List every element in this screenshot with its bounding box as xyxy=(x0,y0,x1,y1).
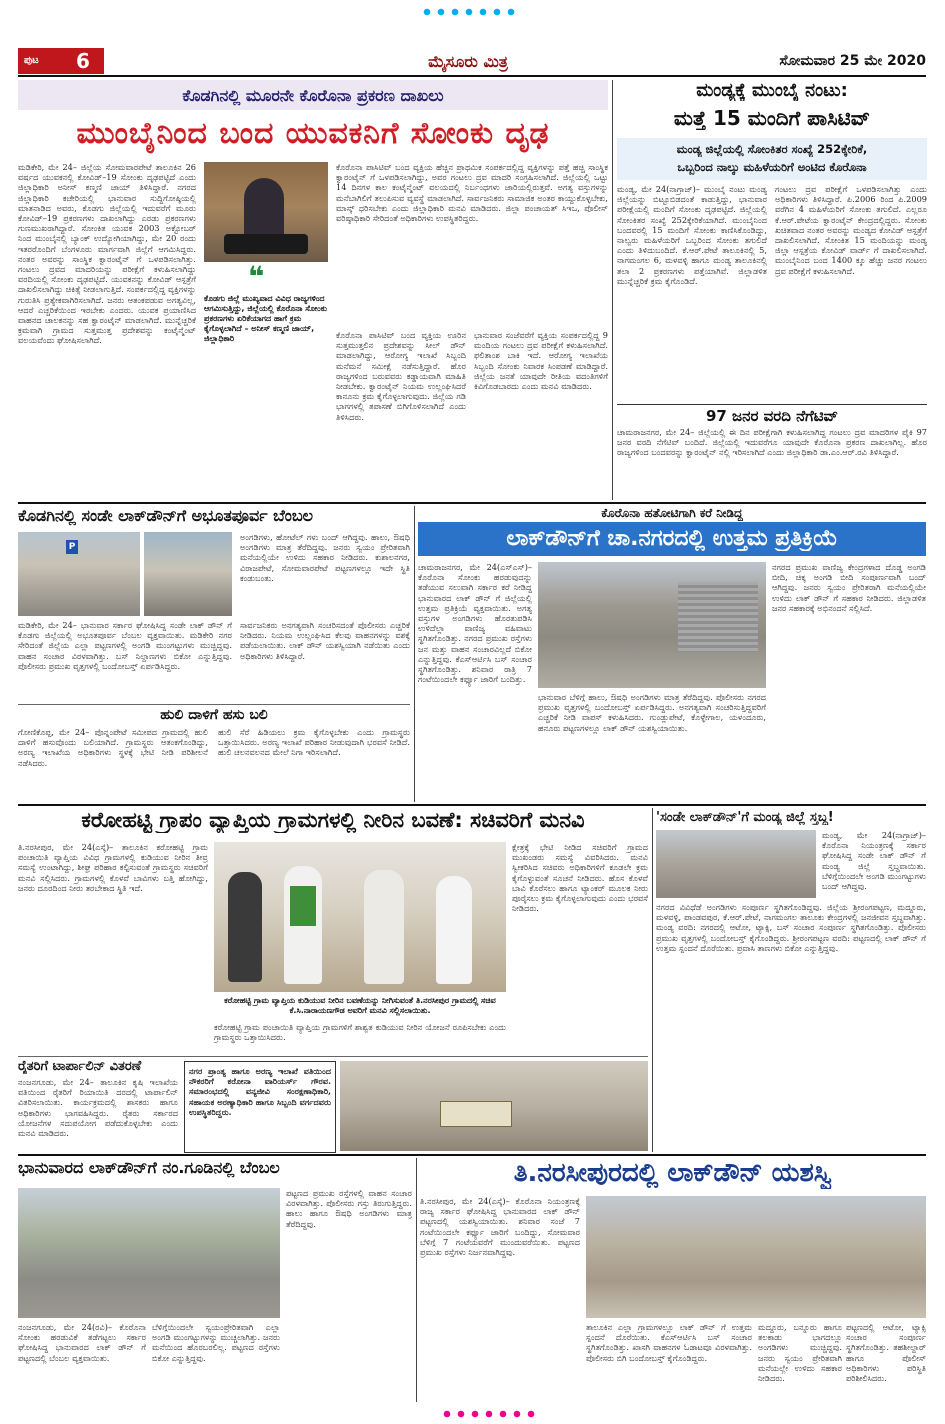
tarpaulin-photo xyxy=(340,1061,648,1151)
chnagar-kicker: ಕೊರೊನಾ ಹತೋಟಿಗಾಗಿ ಕರೆ ನೀಡಿದ್ದ xyxy=(601,506,743,520)
lead-col-2: ಕೊರೊನಾ ಪಾಸಿಟಿವ್ ಬಂದ ವ್ಯಕ್ತಿಯ ಹೆಚ್ಚಿನ ಪ್ರಾಥಮಿಕ ಸಂಪರ್ಕದಲ್ಲಿದ್ದ ವ್ಯಕ್ತಿಗಳನ್ನು ಪತ್ತೆ ಹಚ್ಚಿ ಸಾಂಸ್ಥಿಕ ಕ್ವಾರಂಟೈನ್ ಗೆ ಒಳಪಡಿಸಲಾಗಿದ್ದು, ಅವರ ಗಂಟಲು ದ್ರವ ಮಾದರಿ ಸಂಗ್ರಹಿಸಲಾಗಿದೆ. ಜಿಲ್ಲೆಯಲ್ಲಿ ಒಟ್ಟು 14 ದಿನಗಳ ಕಾಲ ಕಂಟೈನ್ಮೆಂಟ್ ವಲಯದಲ್ಲಿ ನಿರ್ಬಂಧಗಳು ಜಾರಿಯಲ್ಲಿರುತ್ತವೆ. ಅಗತ್ಯ ವಸ್ತುಗಳನ್ನು ಮನೆಬಾಗಿಲಿಗೆ ತಲುಪಿಸುವ ವ್ಯವಸ್ಥೆ ಮಾಡಲಾಗಿದೆ. ಸಾರ್ವಜನಿಕರು ಸಾಮಾಜಿಕ ಅಂತರ ಕಾಯ್ದುಕೊಳ್ಳಬೇಕು, ಮಾಸ್ಕ್ ಧರಿಸಬೇಕು ಎಂದು ಜಿಲ್ಲಾಧಿಕಾರಿ ಮನವಿ ಮಾಡಿದರು. ಜಿಲ್ಲಾ ಪಂಚಾಯತ್ ಸಿಇಒ, ಪೊಲೀಸ್ ವರಿಷ್ಠಾಧಿಕಾರಿ ಸೇರಿದಂತೆ ಅಧಿಕಾರಿಗಳು ಉಪಸ್ಥಿತರಿದ್ದರು. xyxy=(336,162,608,224)
lead-col-3: ಕೊರೊನಾ ಪಾಸಿಟಿವ್ ಬಂದ ವ್ಯಕ್ತಿಯ ಊರಿನ ಸುತ್ತಮುತ್ತಲಿನ ಪ್ರದೇಶವನ್ನು ಸೀಲ್ ಡೌನ್ ಮಾಡಲಾಗಿದ್ದು, ಆರೋಗ್ಯ ಇಲಾಖೆ ಸಿಬ್ಬಂದಿ ಮನೆಮನೆ ಸಮೀಕ್ಷೆ ನಡೆಸುತ್ತಿದ್ದಾರೆ. ಹೊರ ರಾಜ್ಯಗಳಿಂದ ಬರುವವರು ಕಡ್ಡಾಯವಾಗಿ ಮಾಹಿತಿ ನೀಡಬೇಕು. ಕ್ವಾರಂಟೈನ್ ನಿಯಮ ಉಲ್ಲಂಘಿಸಿದರೆ ಕಾನೂನು ಕ್ರಮ ಕೈಗೊಳ್ಳಲಾಗುವುದು. ಜಿಲ್ಲೆಯ ಗಡಿ ಭಾಗಗಳಲ್ಲಿ ತಪಾಸಣೆ ಬಿಗಿಗೊಳಿಸಲಾಗಿದೆ ಎಂದು ತಿಳಿಸಿದರು. xyxy=(336,330,466,422)
mandya-sub-bar xyxy=(617,138,927,180)
mandya-still-story xyxy=(656,808,926,1152)
mandya-still-col-2: ನಗರದ ವಿವಿಧೆಡೆ ಅಂಗಡಿಗಳು ಸಂಪೂರ್ಣ ಸ್ಥಗಿತಗೊಂಡಿದ್ದವು. ಜಿಲ್ಲೆಯ ಶ್ರೀರಂಗಪಟ್ಟಣ, ಮದ್ದೂರು, ಮಳವಳ್ಳಿ, ಪಾಂಡವಪುರ, ಕೆ.ಆರ್.ಪೇಟೆ, ನಾಗಮಂಗಲ ತಾಲೂಕು ಕೇಂದ್ರಗಳಲ್ಲಿ ಜನಜೀವನ ಸ್ತಬ್ಧವಾಗಿತ್ತು. ಮಂಡ್ಯ ವರದಿ: ನಗರದಲ್ಲಿ ಆಟೋ, ಟ್ಯಾಕ್ಸಿ, ಬಸ್ ಸಂಚಾರ ಸಂಪೂರ್ಣ ಸ್ಥಗಿತಗೊಂಡಿತ್ತು. ಪೊಲೀಸರು ಪ್ರಮುಖ ವೃತ್ತಗಳಲ್ಲಿ ಬಂದೋಬಸ್ತ್ ಕೈಗೊಂಡಿದ್ದರು. ಶ್ರೀರಂಗಪಟ್ಟಣ ವರದಿ: ಪಟ್ಟಣದಲ್ಲಿ ಲಾಕ್ ಡೌನ್ ಗೆ ಉತ್ತಮ ಸ್ಪಂದನೆ ದೊರೆಯಿತು. ಪ್ರವಾಸಿ ತಾಣಗಳು ಬಿಕೋ ಎನ್ನುತ್ತಿದ್ದವು. xyxy=(656,902,926,953)
masthead xyxy=(18,48,926,74)
person-1 xyxy=(228,872,262,982)
nanjangud-story xyxy=(18,1158,412,1402)
nanjangud-col-1: ನಂಜನಗೂಡು, ಮೇ 24(ರವಿ)– ಕೊರೊನಾ ಸೋಂಕು ಹರಡುವಿಕೆ ತಡೆಗಟ್ಟಲು ಸರ್ಕಾರ ಘೋಷಿಸಿದ್ದ ಭಾನುವಾರದ ಲಾಕ್ ಡೌನ್ ಗೆ ಪಟ್ಟಣದಲ್ಲಿ ಬೆಂಬಲ ವ್ಯಕ್ತವಾಯಿತು. xyxy=(18,1322,146,1363)
tnarsipura-col-4: ಪಟ್ಟಣದಲ್ಲಿ ಆಟೋ, ಟ್ಯಾಕ್ಸಿ ಸಂಚಾರ ಸಂಪೂರ್ಣ ಸ್ಥಗಿತಗೊಂಡಿತ್ತು. ತಹಶೀಲ್ದಾರ್ ಹಾಗೂ ಪೊಲೀಸ್ ಅಧಿಕಾರಿಗಳು ಪರಿಸ್ಥಿತಿ ಪರಿಶೀಲಿಸಿದರು. xyxy=(846,1322,926,1384)
tnarsipura-photo xyxy=(586,1196,926,1318)
left-vrule-mid xyxy=(414,506,415,802)
lead-story xyxy=(18,80,608,500)
person-3 xyxy=(364,870,404,984)
section-rule-2 xyxy=(18,804,926,806)
karohatti-col-2: ಕ್ಷೇತ್ರಕ್ಕೆ ಭೇಟಿ ನೀಡಿದ ಸಚಿವರಿಗೆ ಗ್ರಾಮದ ಮುಖಂಡರು ಸಮಸ್ಯೆ ವಿವರಿಸಿದರು. ಮನವಿ ಸ್ವೀಕರಿಸಿದ ಸಚಿವರು ಅಧಿಕಾರಿಗಳಿಗೆ ಕೂಡಲೇ ಕ್ರಮ ಕೈಗೊಳ್ಳುವಂತೆ ಸೂಚನೆ ನೀಡಿದರು. ಹೊಸ ಕೊಳವೆ ಬಾವಿ ಕೊರೆಸಲು ಹಾಗೂ ಟ್ಯಾಂಕರ್ ಮೂಲಕ ನೀರು ಪೂರೈಸಲು ಕ್ರಮ ಕೈಗೊಳ್ಳಲಾಗುವುದು ಎಂದು ಭರವಸೆ ನೀಡಿದರು. xyxy=(512,842,648,914)
karohatti-col-3: ಕರೋಹಟ್ಟಿ ಗ್ರಾಮ ಪಂಚಾಯಿತಿ ವ್ಯಾಪ್ತಿಯ ಗ್ರಾಮಗಳಿಗೆ ಶಾಶ್ವತ ಕುಡಿಯುವ ನೀರಿನ ಯೋಜನೆ ರೂಪಿಸಬೇಕು ಎಂದು ಗ್ರಾಮಸ್ಥರು ಒತ್ತಾಯಿಸಿದರು. xyxy=(214,1022,506,1043)
mandya-story xyxy=(617,80,927,500)
page-number-tag xyxy=(18,48,104,74)
person-4 xyxy=(436,876,472,984)
lead-col-4: ಭಾನುವಾರ ಸಂಜೆವರೆಗೆ ವ್ಯಕ್ತಿಯ ಸಂಪರ್ಕದಲ್ಲಿದ್ದ 9 ಮಂದಿಯ ಗಂಟಲು ದ್ರವ ಪರೀಕ್ಷೆಗೆ ಕಳುಹಿಸಲಾಗಿದೆ. ಫಲಿತಾಂಶ ಬಾಕಿ ಇದೆ. ಆರೋಗ್ಯ ಇಲಾಖೆಯ ಸಿಬ್ಬಂದಿ ಸೋಂಕು ನಿವಾರಕ ಸಿಂಪಡಣೆ ಮಾಡಿದ್ದಾರೆ. ಜಿಲ್ಲೆಯ ಜನತೆ ಯಾವುದೇ ರೀತಿಯ ವದಂತಿಗಳಿಗೆ ಕಿವಿಗೊಡಬಾರದು ಎಂದು ಮನವಿ ಮಾಡಿದರು. xyxy=(474,330,608,392)
registration-dots-bottom xyxy=(440,1410,540,1418)
tarpaulin-headline: ರೈತರಿಗೆ ಟಾರ್ಪಾಲಿನ್ ವಿತರಣೆ xyxy=(18,1059,142,1074)
paper-name: ಮೈಸೂರು ಮಿತ್ರ xyxy=(428,52,508,71)
tnarsipura-headline: ತಿ.ನರಸೀಪುರದಲ್ಲಿ ಲಾಕ್‌ಡೌನ್ ಯಶಸ್ವಿ xyxy=(513,1158,833,1188)
closed-shutters xyxy=(678,582,758,652)
mandya-kicker: ಮಂಡ್ಯಕ್ಕೆ ಮುಂಬೈ ನಂಟು: xyxy=(696,80,848,101)
section-rule-3 xyxy=(18,1154,926,1156)
corona-warriors-text: ನಗರ ಪ್ರಾಂತ್ಯ ಹಾಗೂ ಅರಣ್ಯ ಇಲಾಖೆ ವತಿಯಿಂದ ನೌಕರರಿಗೆ ಕರೋನಾ ವಾರಿಯರ್ಸ್ ಗೌರವ. ಸಮಾರಂಭದಲ್ಲಿ ವನ್ಯಜೀವಿ ಸಂರಕ್ಷಣಾಧಿಕಾರಿ, ಸಹಾಯಕ ಅರಣ್ಯಾಧಿಕಾರಿ ಹಾಗೂ ಸಿಬ್ಬಂದಿ ವರ್ಗದವರು ಉಪಸ್ಥಿತರಿದ್ದರು. xyxy=(189,1066,331,1117)
tnarsipura-col-3: ಮದ್ದೂರು, ಬನ್ನೂರು ಹಾಗೂ ತಲಕಾಡು ಭಾಗದಲ್ಲೂ ಅಂಗಡಿಗಳು ಮುಚ್ಚಿದ್ದವು. ಜನರು ಸ್ವಯಂ ಪ್ರೇರಿತವಾಗಿ ಮನೆಯಲ್ಲೇ ಉಳಿದು ಸಹಕಾರ ನೀಡಿದರು. xyxy=(758,1322,842,1384)
lead-photo xyxy=(204,162,328,262)
tarpaulin-col-1: ನಂಜನಗೂಡು, ಮೇ 24– ತಾಲೂಕಿನ ಕೃಷಿ ಇಲಾಖೆಯ ವತಿಯಿಂದ ರೈತರಿಗೆ ರಿಯಾಯಿತಿ ದರದಲ್ಲಿ ಟಾರ್ಪಾಲಿನ್ ವಿತರಿಸಲಾಯಿತು. ಕಾರ್ಯಕ್ರಮದಲ್ಲಿ ಶಾಸಕರು ಹಾಗೂ ಅಧಿಕಾರಿಗಳು ಭಾಗವಹಿಸಿದ್ದರು. ರೈತರು ಸರ್ಕಾರದ ಯೋಜನೆಗಳ ಸದುಪಯೋಗ ಪಡೆದುಕೊಳ್ಳಬೇಕು ಎಂದು ಮನವಿ ಮಾಡಿದರು. xyxy=(18,1077,178,1139)
lead-vrule xyxy=(612,80,613,500)
mandya-col-1: ಮಂಡ್ಯ, ಮೇ 24(ನಾಗ್ರಾಜ್)– ಮುಂಬೈ ನಂಟು ಮಂಡ್ಯ ಜಿಲ್ಲೆಯನ್ನು ಬಿಟ್ಟೂಬಿಡದಂತೆ ಕಾಡುತ್ತಿದ್ದು, ಭಾನುವಾರ ಪರೀಕ್ಷೆಯಲ್ಲಿ ಮಂದಿಗೆ ಸೋಂಕು ದೃಢಪಟ್ಟಿದೆ. ಜಿಲ್ಲೆಯಲ್ಲಿ ಸೋಂಕಿತರ ಸಂಖ್ಯೆ 252ಕ್ಕೇರಿಕೆಯಾಗಿದೆ. ಮುಂಬೈನಿಂದ ಬಂದವರಲ್ಲಿ 15 ಮಂದಿಗೆ ಸೋಂಕು ಕಾಣಿಸಿಕೊಂಡಿದ್ದು, ನಾಲ್ವರು ಮಹಿಳೆಯರಿಗೆ ಒಬ್ಬರಿಂದ ಸೋಂಕು ತಗುಲಿದೆ ಎಂದು ತಿಳಿದುಬಂದಿದೆ. ಕೆ.ಆರ್.ಪೇಟೆ ತಾಲೂಕಿನಲ್ಲಿ 5, ನಾಗಮಂಗಲ 6, ಮಳವಳ್ಳಿ ಹಾಗೂ ಮಂಡ್ಯ ತಾಲೂಕಿನಲ್ಲಿ ತಲಾ 2 ಪ್ರಕರಣಗಳು ಪತ್ತೆಯಾಗಿವೆ. ಜಿಲ್ಲಾಡಳಿತ ಮುನ್ನೆಚ್ಚರಿಕೆ ಕ್ರಮ ಕೈಗೊಂಡಿದೆ. xyxy=(617,184,767,286)
registration-dots-top xyxy=(420,8,520,16)
karohatti-photo xyxy=(214,842,506,992)
nanjangud-photo xyxy=(18,1188,280,1318)
kodagu-street-photo-2 xyxy=(144,532,232,616)
negative-box-text: ಚಾಮರಾಜನಗರ, ಮೇ 24– ಜಿಲ್ಲೆಯಲ್ಲಿ ಈ ದಿನ ಪರೀಕ್ಷೆಗಾಗಿ ಕಳುಹಿಸಲಾಗಿದ್ದ ಗಂಟಲು ದ್ರವ ಮಾದರಿಗಳ ಪೈಕಿ 97 ಜನರ ವರದಿ ನೆಗೆಟಿವ್ ಬಂದಿದೆ. ಜಿಲ್ಲೆಯಲ್ಲಿ ಇದುವರೆಗೂ ಯಾವುದೇ ಕೊರೊನಾ ಪ್ರಕರಣ ದಾಖಲಾಗಿಲ್ಲ. ಹೊರ ರಾಜ್ಯಗಳಿಂದ ಬಂದವರನ್ನು ಕ್ವಾರಂಟೈನ್ ನಲ್ಲಿ ಇರಿಸಲಾಗಿದೆ ಎಂದು ಜಿಲ್ಲಾಧಿಕಾರಿ ಡಾ.ಎಂ.ಆರ್.ರವಿ ತಿಳಿಸಿದ್ದಾರೆ. xyxy=(617,427,927,458)
kodagu-col-1: ಮಡಿಕೇರಿ, ಮೇ 24– ಭಾನುವಾರ ಸರ್ಕಾರ ಘೋಷಿಸಿದ್ದ ಸಂಡೇ ಲಾಕ್ ಡೌನ್ ಗೆ ಕೊಡಗು ಜಿಲ್ಲೆಯಲ್ಲಿ ಅಭೂತಪೂರ್ವ ಬೆಂಬಲ ವ್ಯಕ್ತವಾಯಿತು. ಮಡಿಕೇರಿ ನಗರ ಸೇರಿದಂತೆ ಜಿಲ್ಲೆಯ ಎಲ್ಲಾ ಪಟ್ಟಣಗಳಲ್ಲಿ ಅಂಗಡಿ ಮುಂಗಟ್ಟುಗಳು ಮುಚ್ಚಿದ್ದವು. ವಾಹನ ಸಂಚಾರ ವಿರಳವಾಗಿತ್ತು. ಬಸ್ ನಿಲ್ದಾಣಗಳು ಬಿಕೋ ಎನ್ನುತ್ತಿದ್ದವು. ಪೊಲೀಸರು ಪ್ರಮುಖ ವೃತ್ತಗಳಲ್ಲಿ ಬಂದೋಬಸ್ತ್ ಏರ್ಪಡಿಸಿದ್ದರು. xyxy=(18,620,232,671)
mandya-sub-2: ಒಬ್ಬರಿಂದ ನಾಲ್ಕು ಮಹಿಳೆಯರಿಗೆ ಅಂಟಿದ ಕೊರೊನಾ xyxy=(677,160,867,174)
karohatti-story xyxy=(18,808,648,1054)
mandya-sub-1: ಮಂಡ್ಯ ಜಿಲ್ಲೆಯಲ್ಲಿ ಸೋಂಕಿತರ ಸಂಖ್ಯೆ 252ಕ್ಕೇರಿಕೆ, xyxy=(676,142,868,156)
page-label: ಪುಟ xyxy=(24,55,39,66)
chnagar-headline: ಲಾಕ್‌ಡೌನ್‌ಗೆ ಚಾ.ನಗರದಲ್ಲಿ ಉತ್ತಮ ಪ್ರತಿಕ್ರಿಯೆ xyxy=(506,526,838,551)
section-rule-1 xyxy=(18,502,926,504)
chnagar-headline-box xyxy=(418,522,926,556)
kodagu-lockdown-headline: ಕೊಡಗಿನಲ್ಲಿ ಸಂಡೇ ಲಾಕ್‌ಡೌನ್‌ಗೆ ಅಭೂತಪೂರ್ವ ಬೆಂಬಲ xyxy=(18,506,314,525)
karohatti-photo-caption: ಕರೋಹಟ್ಟಿ ಗ್ರಾಮ ವ್ಯಾಪ್ತಿಯ ಕುಡಿಯುವ ನೀರಿನ ಬವಣೆಯನ್ನು ನೀಗಿಸುವಂತೆ ತಿ.ನರಸೀಪುರ ಗ್ರಾಮದಲ್ಲಿ ಸಚಿವ ಕೆ.ಸಿ.ನಾರಾಯಣಗೌಡ ಅವರಿಗೆ ಮನವಿ ಸಲ್ಲಿಸಲಾಯಿತು. xyxy=(224,996,496,1015)
tiger-story xyxy=(18,704,410,803)
tiger-headline: ಹುಲಿ ದಾಳಿಗೆ ಹಸು ಬಲಿ xyxy=(160,707,268,723)
tiger-col-1: ಗೋಣಿಕೊಪ್ಪ, ಮೇ 24– ಪೊನ್ನಂಪೇಟೆ ಸಮೀಪದ ಗ್ರಾಮದಲ್ಲಿ ಹುಲಿ ದಾಳಿಗೆ ಹಸುವೊಂದು ಬಲಿಯಾಗಿದೆ. ಗ್ರಾಮಸ್ಥರು ಆತಂಕಗೊಂಡಿದ್ದು, ಅರಣ್ಯ ಇಲಾಖೆಯ ಅಧಿಕಾರಿಗಳು ಸ್ಥಳಕ್ಕೆ ಭೇಟಿ ನೀಡಿ ಪರಿಶೀಲನೆ ನಡೆಸಿದರು. xyxy=(18,727,208,768)
mandya-headline: ಮತ್ತೆ 15 ಮಂದಿಗೆ ಪಾಸಿಟಿವ್ xyxy=(673,106,871,130)
tnarsipura-col-2: ತಾಲೂಕಿನ ಎಲ್ಲಾ ಗ್ರಾಮಗಳಲ್ಲೂ ಲಾಕ್ ಡೌನ್ ಗೆ ಉತ್ತಮ ಸ್ಪಂದನೆ ದೊರೆಯಿತು. ಕೆಎಸ್ಆರ್ಟಿಸಿ ಬಸ್ ಸಂಚಾರ ಸ್ಥಗಿತಗೊಂಡಿತ್ತು. ಖಾಸಗಿ ವಾಹನಗಳ ಓಡಾಟವೂ ವಿರಳವಾಗಿತ್ತು. ಪೊಲೀಸರು ಬಿಗಿ ಬಂದೋಬಸ್ತ್ ಕೈಗೊಂಡಿದ್ದರು. xyxy=(586,1322,752,1363)
bottom-vrule xyxy=(416,1158,417,1402)
chnagar-street-photo xyxy=(538,562,766,688)
page-number: 6 xyxy=(76,49,90,73)
tnarsipura-story xyxy=(420,1158,926,1402)
right-vrule-lower xyxy=(652,808,653,1152)
karohatti-col-1: ತಿ.ನರಸೀಪುರ, ಮೇ 24(ಎಸ್ಕೆ)– ತಾಲೂಕಿನ ಕರೋಹಟ್ಟಿ ಗ್ರಾಮ ಪಂಚಾಯಿತಿ ವ್ಯಾಪ್ತಿಯ ವಿವಿಧ ಗ್ರಾಮಗಳಲ್ಲಿ ಕುಡಿಯುವ ನೀರಿನ ತೀವ್ರ ಸಮಸ್ಯೆ ಉಂಟಾಗಿದ್ದು, ಶೀಘ್ರ ಪರಿಹಾರ ಕಲ್ಪಿಸುವಂತೆ ಗ್ರಾಮಸ್ಥರು ಸಚಿವರಿಗೆ ಮನವಿ ಸಲ್ಲಿಸಿದರು. ಗ್ರಾಮಗಳಲ್ಲಿ ಕೊಳವೆ ಬಾವಿಗಳು ಬತ್ತಿ ಹೋಗಿದ್ದು, ಜನರು ದೂರದಿಂದ ನೀರು ತರಬೇಕಾದ ಸ್ಥಿತಿ ಇದೆ. xyxy=(18,842,208,893)
kodagu-street-photo-1 xyxy=(18,532,140,616)
karohatti-headline: ಕರೋಹಟ್ಟಿ ಗ್ರಾಪಂ ವ್ಯಾಪ್ತಿಯ ಗ್ರಾಮಗಳಲ್ಲಿ ನೀರಿನ ಬವಣೆ: ಸಚಿವರಿಗೆ ಮನವಿ xyxy=(81,808,585,832)
chnagar-col-3: ನಗರದ ಪ್ರಮುಖ ವಾಣಿಜ್ಯ ಕೇಂದ್ರಗಳಾದ ದೊಡ್ಡ ಅಂಗಡಿ ಬೀದಿ, ಚಿಕ್ಕ ಅಂಗಡಿ ಬೀದಿ ಸಂಪೂರ್ಣವಾಗಿ ಬಂದ್ ಆಗಿದ್ದವು. ಜನರು ಸ್ವಯಂ ಪ್ರೇರಿತರಾಗಿ ಮನೆಯಲ್ಲಿಯೇ ಉಳಿದು ಲಾಕ್ ಡೌನ್ ಗೆ ಸಹಕಾರ ನೀಡಿದರು. ಜಿಲ್ಲಾಡಳಿತ ಜನರ ಸಹಕಾರಕ್ಕೆ ಅಭಿನಂದನೆ ಸಲ್ಲಿಸಿದೆ. xyxy=(772,562,926,613)
banner xyxy=(440,1101,512,1127)
green-shawl xyxy=(290,886,316,926)
tarpaulin-story xyxy=(18,1056,648,1153)
mandya-col-2: ಗಂಟಲು ದ್ರವ ಪರೀಕ್ಷೆಗೆ ಒಳಪಡಿಸಲಾಗಿತ್ತು ಎಂದು ಅಧಿಕಾರಿಗಳು ತಿಳಿಸಿದ್ದಾರೆ. ಪಿ.2006 ರಿಂದ ಪಿ.2009 ವರೆಗಿನ 4 ಮಹಿಳೆಯರಿಗೆ ಸೋಂಕು ತಗುಲಿದೆ. ಎಲ್ಲರೂ ಕೆ.ಆರ್.ಪೇಟೆಯ ಕ್ವಾರಂಟೈನ್ ಕೇಂದ್ರದಲ್ಲಿದ್ದರು. ಸೋಂಕು ಖಚಿತವಾದ ನಂತರ ಅವರನ್ನು ಮಂಡ್ಯದ ಕೋವಿಡ್ ಆಸ್ಪತ್ರೆಗೆ ದಾಖಲಿಸಲಾಗಿದೆ. ಸೋಂಕಿತ 15 ಮಂದಿಯನ್ನು ಮಂಡ್ಯ ಜಿಲ್ಲಾ ಆಸ್ಪತ್ರೆಯ ಕೋವಿಡ್ ವಾರ್ಡ್ ಗೆ ದಾಖಲಿಸಲಾಗಿದೆ. ಮುಂಬೈನಿಂದ ಬಂದ 1400 ಕ್ಕೂ ಹೆಚ್ಚು ಜನರ ಗಂಟಲು ದ್ರವ ಪರೀಕ್ಷೆಗೆ ಕಳುಹಿಸಲಾಗಿದೆ. xyxy=(775,184,927,276)
quote-mark-icon: ❝ xyxy=(248,260,265,293)
nanjangud-col-2: ಬೆಳಿಗ್ಗೆಯಿಂದಲೇ ಸ್ವಯಂಪ್ರೇರಿತವಾಗಿ ಎಲ್ಲಾ ಅಂಗಡಿ ಮುಂಗಟ್ಟುಗಳನ್ನು ಮುಚ್ಚಲಾಗಿತ್ತು. ಜನರು ಮನೆಯಿಂದ ಹೊರಬರಲಿಲ್ಲ. ಪಟ್ಟಣದ ರಸ್ತೆಗಳು ಬಿಕೋ ಎನ್ನುತ್ತಿದ್ದವು. xyxy=(152,1322,280,1363)
lead-kicker: ಕೊಡಗಿನಲ್ಲಿ ಮೂರನೇ ಕೊರೊನಾ ಪ್ರಕರಣ ದಾಖಲು xyxy=(182,86,444,105)
kodagu-lockdown-story xyxy=(18,506,410,702)
parking-sign-icon: P xyxy=(66,540,78,554)
mandya-still-photo xyxy=(656,830,816,898)
negative-box-headline: 97 ಜನರ ವರದಿ ನೆಗೆಟಿವ್ xyxy=(705,407,839,425)
microphone-cluster xyxy=(224,234,308,254)
tiger-col-2: ಹುಲಿ ಸೆರೆ ಹಿಡಿಯಲು ಕ್ರಮ ಕೈಗೊಳ್ಳಬೇಕು ಎಂದು ಗ್ರಾಮಸ್ಥರು ಒತ್ತಾಯಿಸಿದರು. ಅರಣ್ಯ ಇಲಾಖೆ ಪರಿಹಾರ ನೀಡುವುದಾಗಿ ಭರವಸೆ ನೀಡಿದೆ. ಹುಲಿ ಚಲನವಲನದ ಮೇಲೆ ನಿಗಾ ಇರಿಸಲಾಗಿದೆ. xyxy=(218,727,410,758)
masthead-rule xyxy=(18,75,926,77)
kodagu-col-3: ಸಾರ್ವಜನಿಕರು ಅನಗತ್ಯವಾಗಿ ಸಂಚರಿಸದಂತೆ ಪೊಲೀಸರು ಎಚ್ಚರಿಕೆ ನೀಡಿದರು. ನಿಯಮ ಉಲ್ಲಂಘಿಸಿದ ಕೆಲವು ವಾಹನಗಳನ್ನು ವಶಕ್ಕೆ ಪಡೆಯಲಾಯಿತು. ಲಾಕ್ ಡೌನ್ ಯಶಸ್ವಿಯಾಗಿ ನಡೆಯಿತು ಎಂದು ಅಧಿಕಾರಿಗಳು ತಿಳಿಸಿದ್ದಾರೆ. xyxy=(240,620,410,661)
tnarsipura-col-1: ತಿ.ನರಸೀಪುರ, ಮೇ 24(ಎಸ್ಕೆ)– ಕೊರೊನಾ ನಿಯಂತ್ರಣಕ್ಕೆ ರಾಜ್ಯ ಸರ್ಕಾರ ಘೋಷಿಸಿದ್ದ ಭಾನುವಾರದ ಲಾಕ್ ಡೌನ್ ಪಟ್ಟಣದಲ್ಲಿ ಯಶಸ್ವಿಯಾಯಿತು. ಶನಿವಾರ ಸಂಜೆ 7 ಗಂಟೆಯಿಂದಲೇ ಕರ್ಫ್ಯೂ ಜಾರಿಗೆ ಬಂದಿದ್ದು, ಸೋಮವಾರ ಬೆಳಿಗ್ಗೆ 7 ಗಂಟೆಯವರೆಗೆ ಮುಂದುವರೆಯಿತು. ಪಟ್ಟಣದ ಪ್ರಮುಖ ರಸ್ತೆಗಳು ನಿರ್ಜನವಾಗಿದ್ದವು. xyxy=(420,1196,580,1258)
kodagu-col-2: ಅಂಗಡಿಗಳು, ಹೋಟೆಲ್ ಗಳು ಬಂದ್ ಆಗಿದ್ದವು. ಹಾಲು, ಔಷಧಿ ಅಂಗಡಿಗಳು ಮಾತ್ರ ತೆರೆದಿದ್ದವು. ಜನರು ಸ್ವಯಂ ಪ್ರೇರಿತವಾಗಿ ಮನೆಯಲ್ಲಿಯೇ ಉಳಿದು ಸಹಕಾರ ನೀಡಿದರು. ಕುಶಾಲನಗರ, ವಿರಾಜಪೇಟೆ, ಸೋಮವಾರಪೇಟೆ ಪಟ್ಟಣಗಳಲ್ಲೂ ಇದೇ ಸ್ಥಿತಿ ಕಂಡುಬಂತು. xyxy=(240,532,410,583)
mandya-still-col-1: ಮಂಡ್ಯ, ಮೇ 24(ನಾಗ್ರಾಜ್)– ಕೊರೊನಾ ನಿಯಂತ್ರಣಕ್ಕೆ ಸರ್ಕಾರ ಘೋಷಿಸಿದ್ದ ಸಂಡೇ ಲಾಕ್ ಡೌನ್ ಗೆ ಮಂಡ್ಯ ಜಿಲ್ಲೆ ಸ್ತಬ್ಧವಾಯಿತು. ಬೆಳಿಗ್ಗೆಯಿಂದಲೇ ಅಂಗಡಿ ಮುಂಗಟ್ಟುಗಳು ಬಂದ್ ಆಗಿದ್ದವು. xyxy=(822,830,926,892)
issue-date: ಸೋಮವಾರ 25 ಮೇ 2020 xyxy=(779,53,926,69)
lead-photo-caption: ಕೊಡಗು ಜಿಲ್ಲೆ ಮುಖ್ಯವಾದ ವಿವಿಧ ರಾಜ್ಯಗಳಿಂದ ಆಗಮಿಸುತ್ತಿದ್ದು, ಜಿಲ್ಲೆಯಲ್ಲಿ ಕೊರೊನಾ ಸೋಂಕು ಪ್ರಕರಣಗಳು ಏರಿಕೆಯಾಗದ ಹಾಗೆ ಕ್ರಮ ಕೈಗೊಳ್ಳಲಾಗಿದೆ – ಅನೀಸ್ ಕಣ್ಮಣಿ ಜಾಯ್, ಜಿಲ್ಲಾಧಿಕಾರಿ xyxy=(204,294,327,343)
chnagar-story xyxy=(418,506,926,802)
nanjangud-headline: ಭಾನುವಾರದ ಲಾಕ್‌ಡೌನ್‌ಗೆ ನಂ.ಗೂಡಿನಲ್ಲಿ ಬೆಂಬಲ xyxy=(18,1158,280,1177)
lead-headline: ಮುಂಬೈನಿಂದ ಬಂದ ಯುವಕನಿಗೆ ಸೋಂಕು ದೃಢ xyxy=(76,116,550,151)
lead-col-1: ಮಡಿಕೇರಿ, ಮೇ 24– ಜಿಲ್ಲೆಯ ಸೋಮವಾರಪೇಟೆ ತಾಲೂಕಿನ 26 ವರ್ಷದ ಯುವಕನಲ್ಲಿ ಕೋವಿಡ್–19 ಸೋಂಕು ದೃಢಪಟ್ಟಿದೆ ಎಂದು ಜಿಲ್ಲಾಧಿಕಾರಿ ಅನೀಸ್ ಕಣ್ಮಣಿ ಜಾಯ್ ತಿಳಿಸಿದ್ದಾರೆ. ನಗರದ ಜಿಲ್ಲಾಧಿಕಾರಿ ಕಚೇರಿಯಲ್ಲಿ ಭಾನುವಾರ ಸುದ್ದಿಗೋಷ್ಠಿಯಲ್ಲಿ ಮಾತನಾಡಿದ ಅವರು, ಕೊಡಗು ಜಿಲ್ಲೆಯಲ್ಲಿ ಇದುವರೆಗೆ ಮೂರು ಕೋವಿಡ್–19 ಪ್ರಕರಣಗಳು ದಾಖಲಾಗಿದ್ದು ಎರಡು ಪ್ರಕರಣಗಳು ಗುಣಮುಖರಾಗಿದ್ದಾರೆ. ಸೋಂಕಿತ ಯುವಕ 2003 ಅಕ್ಟೋಬರ್ ನಿಂದ ಮುಂಬೈನಲ್ಲಿ ಬ್ಯಾಂಕ್ ಉದ್ಯೋಗಿಯಾಗಿದ್ದು, ಮೇ 20 ರಂದು ಇತರರೊಂದಿಗೆ ಬೆಂಗಳೂರು ಮಾರ್ಗವಾಗಿ ಜಿಲ್ಲೆಗೆ ಆಗಮಿಸಿದ್ದರು. ನಂತರ ಅವರನ್ನು ಸಾಂಸ್ಥಿಕ ಕ್ವಾರಂಟೈನ್ ಗೆ ಒಳಪಡಿಸಲಾಗಿತ್ತು. ಗಂಟಲು ದ್ರವದ ಮಾದರಿಯನ್ನು ಪರೀಕ್ಷೆಗೆ ಕಳುಹಿಸಲಾಗಿದ್ದು ವರದಿಯಲ್ಲಿ ಸೋಂಕು ದೃಢಪಟ್ಟಿದೆ. ಯುವಕನನ್ನು ಕೋವಿಡ್ ಆಸ್ಪತ್ರೆಗೆ ದಾಖಲಿಸಲಾಗಿದ್ದು ಚಿಕಿತ್ಸೆ ನೀಡಲಾಗುತ್ತಿದೆ. ಸಂಪರ್ಕದಲ್ಲಿದ್ದ ವ್ಯಕ್ತಿಗಳನ್ನು ಗುರುತಿಸಿ ಪ್ರತ್ಯೇಕವಾಗಿರಿಸಲಾಗಿದೆ. ಜನರು ಆತಂಕಪಡುವ ಅಗತ್ಯವಿಲ್ಲ, ಆದರೆ ಎಚ್ಚರಿಕೆಯಿಂದ ಇರಬೇಕು ಎಂದರು. ಯುವಕ ಪ್ರಯಾಣಿಸಿದ ವಾಹನದ ಚಾಲಕನನ್ನು ಸಹ ಕ್ವಾರಂಟೈನ್ ಮಾಡಲಾಗಿದೆ. ಮುನ್ನೆಚ್ಚರಿಕೆ ಕ್ರಮವಾಗಿ ಗ್ರಾಮದ ಸುತ್ತಮುತ್ತ ಪ್ರದೇಶವನ್ನು ಕಂಟೈನ್ಮೆಂಟ್ ವಲಯವೆಂದು ಘೋಷಿಸಲಾಗಿದೆ. xyxy=(18,162,196,346)
corona-warriors-box xyxy=(184,1061,336,1153)
negative-box xyxy=(617,404,927,499)
chnagar-col-2: ಭಾನುವಾರ ಬೆಳಿಗ್ಗೆ ಹಾಲು, ಔಷಧಿ ಅಂಗಡಿಗಳು ಮಾತ್ರ ತೆರೆದಿದ್ದವು. ಪೊಲೀಸರು ನಗರದ ಪ್ರಮುಖ ವೃತ್ತಗಳಲ್ಲಿ ಬಂದೋಬಸ್ತ್ ಏರ್ಪಡಿಸಿದ್ದರು. ಅನಗತ್ಯವಾಗಿ ಸಂಚರಿಸುತ್ತಿದ್ದವರಿಗೆ ಎಚ್ಚರಿಕೆ ನೀಡಿ ವಾಪಸ್ ಕಳುಹಿಸಿದರು. ಗುಂಡ್ಲುಪೇಟೆ, ಕೊಳ್ಳೇಗಾಲ, ಯಳಂದೂರು, ಹನೂರು ಪಟ್ಟಣಗಳಲ್ಲೂ ಲಾಕ್ ಡೌನ್ ಯಶಸ್ವಿಯಾಯಿತು. xyxy=(538,692,766,733)
chnagar-col-1: ಚಾಮರಾಜನಗರ, ಮೇ 24(ಎಸ್ಎಸ್)– ಕೊರೊನಾ ಸೋಂಕು ಹರಡುವುದನ್ನು ತಡೆಯುವ ಸಲುವಾಗಿ ಸರ್ಕಾರ ಕರೆ ನೀಡಿದ್ದ ಭಾನುವಾರದ ಲಾಕ್ ಡೌನ್ ಗೆ ಜಿಲ್ಲೆಯಲ್ಲಿ ಉತ್ತಮ ಪ್ರತಿಕ್ರಿಯೆ ವ್ಯಕ್ತವಾಯಿತು. ಅಗತ್ಯ ವಸ್ತುಗಳ ಅಂಗಡಿಗಳು ಹೊರತುಪಡಿಸಿ ಉಳಿದೆಲ್ಲಾ ವಾಣಿಜ್ಯ ವಹಿವಾಟು ಸ್ಥಗಿತಗೊಂಡಿತ್ತು. ನಗರದ ಪ್ರಮುಖ ರಸ್ತೆಗಳು ಜನ ಮತ್ತು ವಾಹನ ಸಂಚಾರವಿಲ್ಲದೆ ಬಿಕೋ ಎನ್ನುತ್ತಿದ್ದವು. ಕೆಎಸ್ಆರ್ಟಿಸಿ ಬಸ್ ಸಂಚಾರ ಸ್ಥಗಿತಗೊಂಡಿತ್ತು. ಶನಿವಾರ ರಾತ್ರಿ 7 ಗಂಟೆಯಿಂದಲೇ ಕರ್ಫ್ಯೂ ಜಾರಿಗೆ ಬಂದಿತ್ತು. xyxy=(418,562,532,685)
nanjangud-col-3: ಪಟ್ಟಣದ ಪ್ರಮುಖ ರಸ್ತೆಗಳಲ್ಲಿ ವಾಹನ ಸಂಚಾರ ವಿರಳವಾಗಿತ್ತು. ಪೊಲೀಸರು ಗಸ್ತು ತಿರುಗುತ್ತಿದ್ದರು. ಹಾಲು ಹಾಗೂ ಔಷಧಿ ಅಂಗಡಿಗಳು ಮಾತ್ರ ತೆರೆದಿದ್ದವು. xyxy=(286,1188,412,1229)
mandya-still-headline: 'ಸಂಡೇ ಲಾಕ್‌ಡೌನ್'ಗೆ ಮಂಡ್ಯ ಜಿಲ್ಲೆ ಸ್ತಬ್ಧ! xyxy=(656,810,834,825)
lead-kicker-bar xyxy=(18,80,608,110)
